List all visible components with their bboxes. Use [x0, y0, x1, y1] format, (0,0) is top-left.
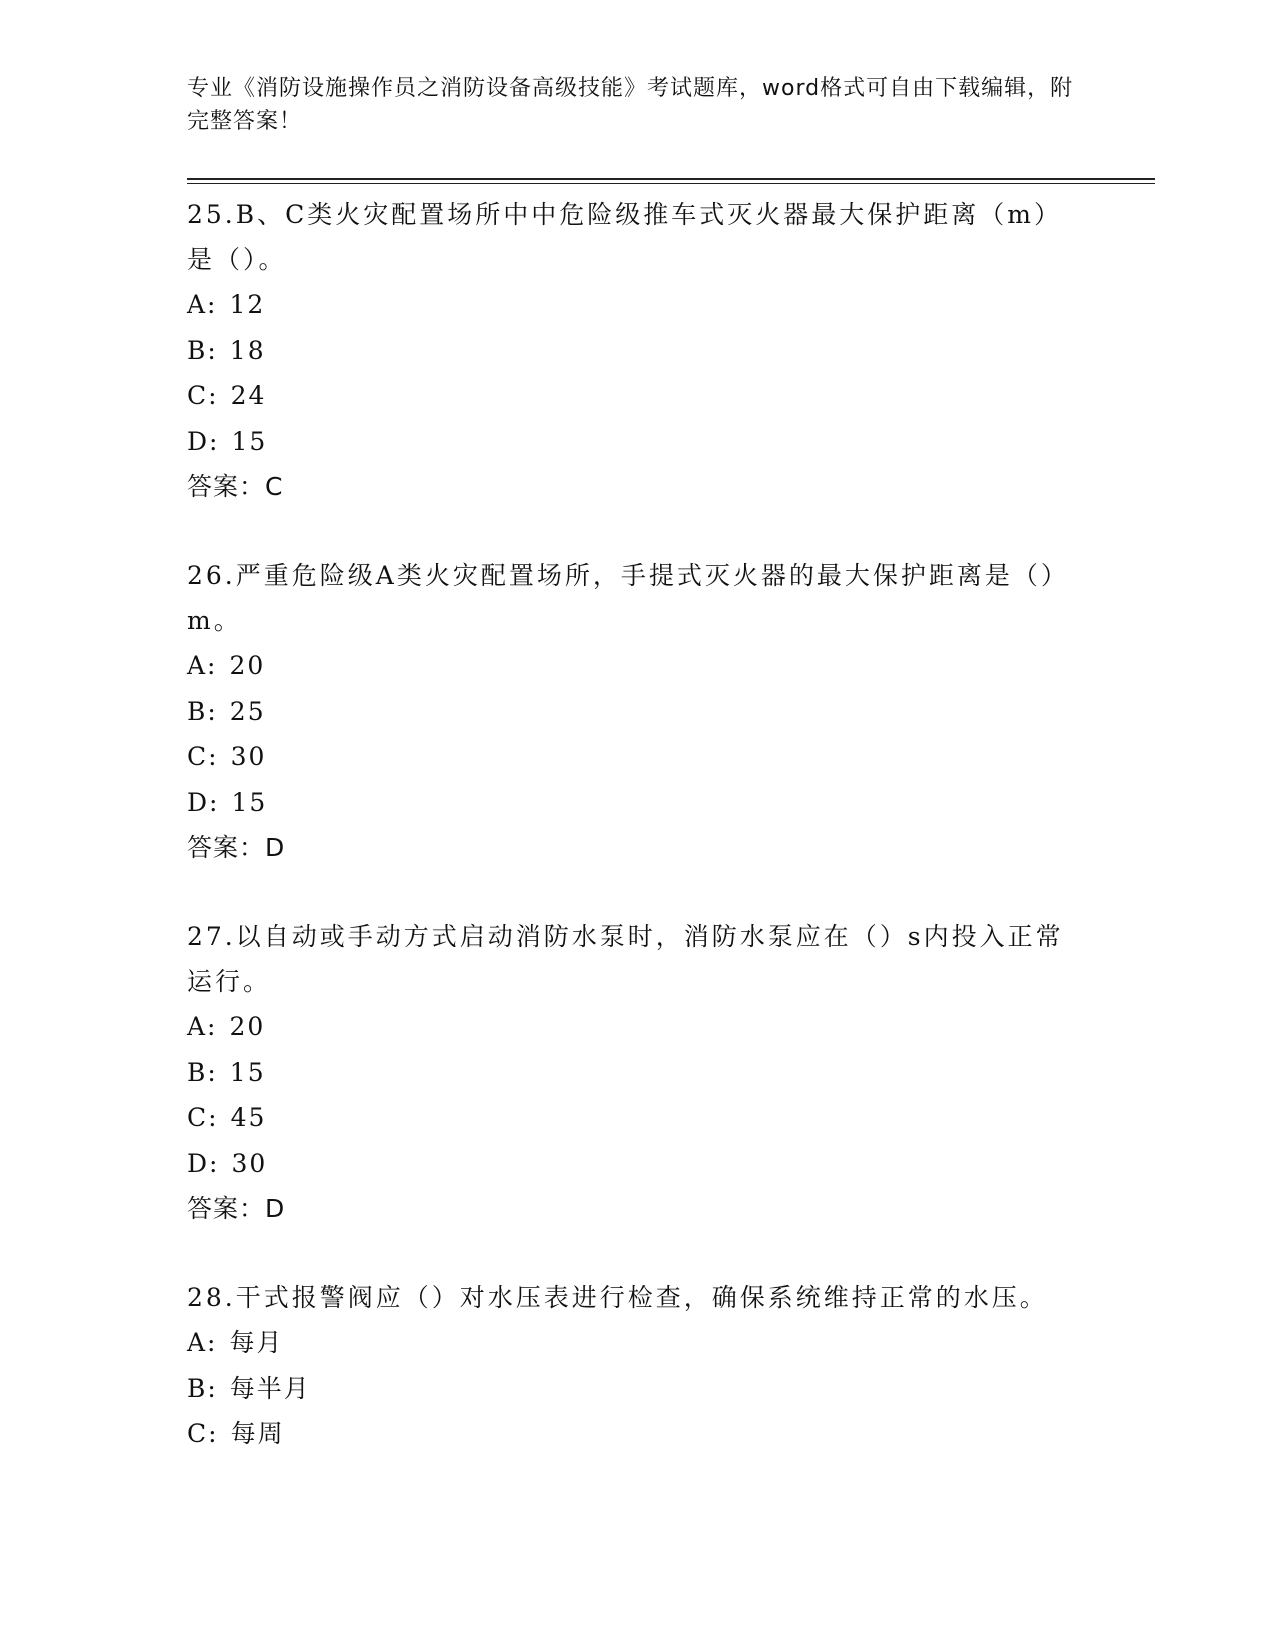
question-28	[187, 1275, 1067, 1457]
option-key: D:	[187, 1148, 220, 1178]
option-key: D:	[187, 426, 220, 456]
header-rule-thin	[187, 183, 1155, 184]
option-value: 24	[230, 381, 267, 410]
option-value: 每月	[229, 1328, 284, 1357]
option-b	[187, 328, 1067, 374]
option-c	[187, 1411, 1067, 1457]
option-value: 12	[229, 290, 266, 319]
option-key: C:	[187, 381, 219, 410]
option-d	[187, 419, 1067, 465]
option-value: 15	[229, 1057, 266, 1087]
question-text: 25.B、C类火灾配置场所中中危险级推车式灭火器最大保护距离（m）是（）。	[187, 200, 1062, 274]
answer-line: 答案：D	[187, 833, 286, 862]
option-key: A:	[187, 1012, 218, 1041]
option-value: 25	[229, 696, 266, 726]
option-key: C:	[187, 1103, 219, 1132]
option-c	[187, 734, 1067, 780]
option-value: 30	[231, 1148, 268, 1178]
option-value: 20	[229, 651, 266, 680]
option-key: A:	[187, 290, 218, 319]
option-value: 45	[230, 1103, 267, 1132]
option-value: 每周	[230, 1419, 285, 1448]
option-key: B:	[187, 1057, 218, 1087]
option-key: D:	[187, 787, 220, 817]
option-key: A:	[187, 651, 218, 680]
question-text: 28.干式报警阀应（）对水压表进行检查，确保系统维持正常的水压。	[187, 1283, 1048, 1312]
question-25	[187, 192, 1067, 509]
document-intro: 专业《消防设施操作员之消防设备高级技能》考试题库，word格式可自由下载编辑，附完整答案！	[187, 76, 1074, 134]
header-rule-thick	[187, 178, 1155, 180]
answer-line: 答案：C	[187, 472, 284, 501]
option-value: 18	[229, 335, 266, 365]
option-c	[187, 373, 1067, 419]
option-value: 每半月	[229, 1373, 311, 1403]
answer-line: 答案：D	[187, 1194, 286, 1223]
question-text: 26.严重危险级A类火灾配置场所，手提式灭火器的最大保护距离是（）m。	[187, 561, 1057, 635]
option-key: C:	[187, 1419, 219, 1448]
option-b	[187, 1366, 1067, 1412]
option-value: 15	[231, 787, 268, 817]
option-b	[187, 689, 1067, 735]
question-27	[187, 914, 1067, 1231]
option-a	[187, 643, 1067, 689]
option-key: A:	[187, 1328, 218, 1357]
question-list	[187, 192, 1067, 1501]
option-a	[187, 1320, 1067, 1366]
option-b	[187, 1050, 1067, 1096]
option-c	[187, 1095, 1067, 1141]
option-key: B:	[187, 696, 218, 726]
option-d	[187, 1141, 1067, 1187]
option-value: 20	[229, 1012, 266, 1041]
option-a	[187, 1004, 1067, 1050]
option-a	[187, 282, 1067, 328]
question-text: 27.以自动或手动方式启动消防水泵时，消防水泵应在（）s内投入正常运行。	[187, 922, 1064, 996]
option-key: C:	[187, 742, 219, 771]
question-26	[187, 553, 1067, 870]
option-key: B:	[187, 335, 218, 365]
option-value: 15	[231, 426, 268, 456]
option-d	[187, 780, 1067, 826]
option-value: 30	[230, 742, 267, 771]
option-key: B:	[187, 1373, 218, 1403]
